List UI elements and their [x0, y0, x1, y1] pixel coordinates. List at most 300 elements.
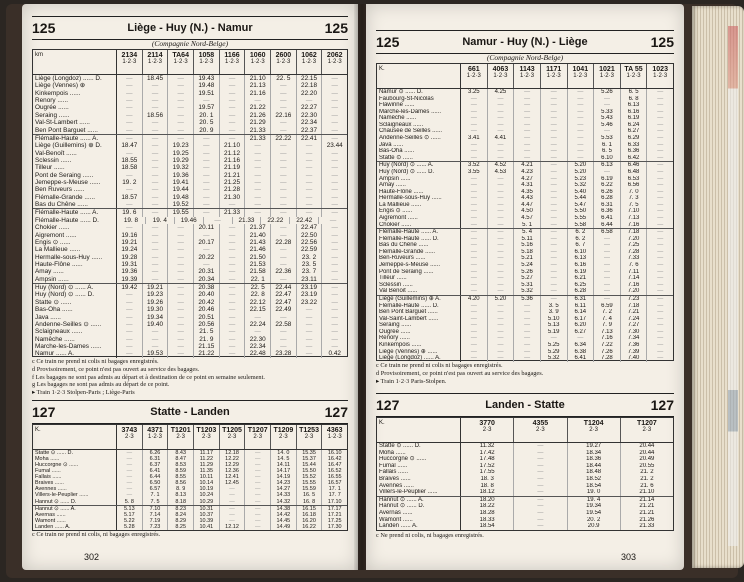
- departure-time: —: [594, 102, 621, 109]
- train-class: 1·2·3: [173, 59, 188, 66]
- departure-time: —: [657, 188, 664, 195]
- train-number: 1021: [599, 66, 615, 73]
- station-name: Hermalle-sous-Huy ......: [377, 195, 461, 202]
- departure-time: —: [461, 102, 488, 109]
- departure-time: —: [514, 329, 541, 336]
- departure-time: —: [220, 254, 246, 261]
- departure-time: 23.44: [326, 142, 343, 150]
- departure-time: 16.22: [297, 524, 323, 530]
- departure-time: —: [271, 314, 297, 321]
- departure-time: —: [271, 276, 297, 283]
- departure-time: —: [271, 224, 297, 231]
- departure-time: 22.41: [297, 135, 323, 142]
- departure-time: 19.23: [168, 142, 194, 149]
- departure-time: 22. 1: [245, 276, 271, 283]
- station-name: Huccorgne ⊙ ......: [33, 462, 117, 468]
- departure-time: 12.18: [220, 450, 246, 456]
- station-name: Hannut ⊙ ...... A.: [377, 497, 461, 504]
- departure-time: 22. 8: [245, 291, 271, 298]
- departure-time: —: [297, 157, 323, 164]
- table-row: [377, 322, 673, 329]
- departure-time: —: [297, 350, 323, 357]
- train-column-header: [594, 64, 621, 88]
- page-tabs: [728, 26, 738, 546]
- departure-time: 6.46: [621, 162, 648, 169]
- departure-time: —: [541, 176, 568, 183]
- departure-time: —: [245, 506, 271, 512]
- departure-time: —: [568, 142, 595, 149]
- train-class: 1·2·3: [653, 73, 668, 80]
- station-name: Chausée de Seilles ......: [377, 128, 461, 135]
- departure-time: —: [245, 186, 271, 193]
- timetable-127-right: [376, 417, 674, 531]
- station-name: Flémalle-Haute ...... A.: [33, 135, 117, 142]
- departure-time: 21. 6: [640, 482, 654, 489]
- departure-time: 20.46: [194, 306, 220, 313]
- departure-time: —: [514, 456, 567, 463]
- departure-time: —: [657, 221, 664, 228]
- table-row: [33, 261, 347, 268]
- departure-time: —: [657, 182, 664, 189]
- station-name: Engis ⊙ ......: [377, 208, 461, 215]
- departure-time: —: [271, 157, 297, 164]
- departure-time: —: [220, 135, 246, 142]
- station-name: Val-Saint-Lambert ......: [377, 316, 461, 323]
- departure-time: —: [514, 497, 567, 504]
- station-column-header: K.: [377, 64, 461, 88]
- departure-time: —: [271, 194, 297, 201]
- departure-time: 21.26: [245, 112, 271, 119]
- departure-time: 16.57: [327, 480, 342, 487]
- departure-time: 7.11: [621, 269, 648, 276]
- departure-time: 14.33: [271, 492, 297, 498]
- departure-time: —: [271, 336, 297, 343]
- departure-time: —: [514, 523, 567, 530]
- departure-time: 7.23: [621, 296, 648, 303]
- departure-time: 6.41: [568, 355, 595, 362]
- departure-time: 19.26: [143, 299, 169, 306]
- departure-time: —: [143, 119, 169, 126]
- departure-time: —: [245, 201, 271, 208]
- table-row: [33, 75, 347, 82]
- departure-time: —: [461, 355, 488, 362]
- departure-time: 6.19: [594, 176, 621, 183]
- company-name: (Compagnie Nord-Belge): [486, 53, 564, 62]
- station-name: Fallais ......: [33, 474, 117, 480]
- table-row: [377, 195, 673, 202]
- train-number: T1209: [273, 427, 294, 434]
- table-row: [33, 142, 347, 149]
- departure-time: 4.43: [514, 195, 541, 202]
- departure-time: 19. 6: [117, 209, 143, 216]
- train-column-header: [514, 64, 541, 88]
- table-row: [33, 283, 347, 291]
- table-title: Landen - Statte: [485, 399, 565, 411]
- departure-time: —: [461, 96, 488, 103]
- departure-time: 21.15: [194, 343, 220, 350]
- station-name: Villers-le-Peuplier ......: [377, 489, 461, 496]
- train-class: 2·3: [227, 434, 237, 441]
- station-name: Ampsin ......: [377, 176, 461, 183]
- departure-time: 18. 3: [461, 476, 514, 483]
- train-number: 3770: [479, 420, 495, 427]
- departure-time: —: [331, 224, 338, 232]
- departure-time: 7. 6: [621, 262, 648, 269]
- train-number: 1062: [301, 52, 317, 59]
- departure-time: 7.10: [621, 208, 648, 215]
- departure-time: —: [594, 242, 621, 249]
- departure-time: —: [541, 195, 568, 202]
- station-name: La Mallieue ......: [33, 246, 117, 253]
- departure-time: 7.33: [621, 255, 648, 262]
- departure-time: —: [488, 282, 515, 289]
- departure-time: —: [220, 336, 246, 343]
- departure-time: —: [168, 75, 194, 82]
- departure-time: —: [568, 102, 595, 109]
- station-name: Hannut ⊙ ...... D.: [33, 499, 117, 505]
- departure-time: 6.31: [568, 296, 595, 303]
- departure-time: —: [117, 291, 143, 298]
- departure-time: —: [657, 195, 664, 202]
- station-name: Statte ⊙ ......: [33, 299, 117, 306]
- departure-time: —: [117, 127, 143, 134]
- departure-time: —: [568, 89, 595, 96]
- departure-time: 19.42: [117, 284, 143, 291]
- departure-time: —: [331, 231, 338, 239]
- train-number: 2114: [147, 52, 163, 59]
- departure-time: —: [245, 97, 271, 104]
- departure-time: 22.36: [271, 268, 297, 275]
- departure-time: 6.34: [568, 342, 595, 349]
- table-row: [33, 343, 347, 350]
- departure-time: —: [117, 328, 143, 335]
- departure-time: 6.10: [594, 155, 621, 162]
- departure-time: —: [245, 194, 271, 201]
- table-row: [33, 328, 347, 335]
- train-class: 1·2·3: [225, 59, 240, 66]
- departure-time: 22.15: [245, 306, 271, 313]
- departure-time: —: [271, 104, 297, 111]
- train-class: 2·3: [482, 427, 492, 434]
- table-row: [33, 336, 347, 343]
- departure-time: —: [168, 268, 194, 275]
- departure-time: —: [143, 157, 169, 164]
- departure-time: —: [331, 104, 338, 112]
- table-row: [377, 476, 673, 483]
- table-row: [33, 97, 347, 104]
- station-name: Renory ......: [377, 335, 461, 342]
- departure-time: —: [461, 242, 488, 249]
- departure-time: —: [568, 96, 595, 103]
- table-row: [377, 182, 673, 189]
- departure-time: —: [514, 122, 541, 129]
- departure-time: —: [168, 82, 194, 89]
- departure-time: 22. 5: [245, 284, 271, 291]
- station-name: Amay ......: [377, 182, 461, 189]
- departure-time: —: [117, 462, 143, 468]
- station-name: Avernas ......: [377, 510, 461, 517]
- departure-time: 6.10: [568, 249, 595, 256]
- departure-time: —: [461, 329, 488, 336]
- departure-time: 5.16: [514, 242, 541, 249]
- departure-time: —: [297, 164, 323, 171]
- table-row: [377, 96, 673, 103]
- departure-time: 20.31: [194, 268, 220, 275]
- departure-time: 15.50: [297, 468, 323, 474]
- station-name: Sclaigneaux ......: [33, 328, 117, 335]
- table-127-header-right: [376, 393, 674, 417]
- departure-time: —: [461, 215, 488, 222]
- departure-time: 6.11: [568, 303, 595, 310]
- table-row: [377, 236, 673, 243]
- departure-time: —: [488, 115, 515, 122]
- departure-time: —: [541, 255, 568, 262]
- table-title: Namur - Huy (N.) - Liège: [462, 36, 588, 48]
- departure-time: 16.10: [327, 450, 342, 456]
- departure-time: 7.18: [621, 229, 648, 236]
- departure-time: —: [220, 104, 246, 111]
- departure-time: 5.22: [117, 518, 143, 524]
- departure-time: —: [657, 208, 664, 215]
- departure-time: 21.30: [220, 194, 246, 201]
- departure-time: 6.27: [621, 128, 648, 135]
- departure-time: 21.12: [220, 150, 246, 157]
- train-class: 2·3: [176, 434, 186, 441]
- train-column-header: [568, 418, 621, 442]
- departure-time: —: [220, 492, 246, 498]
- departure-time: —: [331, 313, 338, 321]
- departure-time: 5.24: [514, 262, 541, 269]
- departure-time: —: [461, 122, 488, 129]
- departure-time: —: [117, 299, 143, 306]
- departure-time: 17.17: [327, 505, 342, 512]
- departure-time: 23. 2: [297, 254, 323, 261]
- departure-time: 8.56: [168, 480, 194, 486]
- station-name: Renory ......: [33, 97, 117, 104]
- table-125-header-left: [32, 16, 348, 40]
- departure-time: 21.33: [639, 523, 655, 530]
- departure-time: —: [657, 148, 664, 155]
- departure-time: 19.43: [194, 75, 220, 82]
- departure-time: 21.46: [245, 246, 271, 253]
- departure-time: 6.28: [568, 288, 595, 295]
- station-name: Huy (Nord) ⊙ ...... D.: [33, 291, 117, 298]
- departure-time: 15.44: [297, 462, 323, 468]
- departure-time: —: [143, 276, 169, 283]
- departure-time: —: [194, 194, 220, 201]
- departure-time: —: [514, 142, 541, 149]
- departure-time: —: [461, 109, 488, 116]
- departure-time: 22.27: [297, 104, 323, 111]
- departure-time: 4.23: [514, 169, 541, 176]
- departure-time: —: [488, 182, 515, 189]
- departure-time: —: [117, 314, 143, 321]
- departure-time: 8.43: [168, 450, 194, 456]
- departure-time: —: [297, 97, 323, 104]
- departure-time: —: [143, 104, 169, 111]
- departure-time: 14.11: [271, 462, 297, 468]
- departure-time: 6.16: [621, 109, 648, 116]
- timetable-rows: [33, 75, 347, 358]
- departure-time: —: [168, 284, 194, 291]
- departure-time: —: [271, 142, 297, 149]
- departure-time: —: [514, 128, 541, 135]
- departure-time: —: [594, 96, 621, 103]
- departure-time: —: [488, 303, 515, 310]
- departure-time: —: [220, 246, 246, 253]
- timetable-125-left: [32, 49, 348, 357]
- departure-time: —: [657, 309, 664, 316]
- departure-time: —: [271, 97, 297, 104]
- departure-time: 5.26: [594, 89, 621, 96]
- train-number: 1060: [249, 52, 266, 59]
- train-number: 1023: [652, 66, 668, 73]
- table-row: [33, 112, 347, 119]
- departure-time: —: [594, 249, 621, 256]
- page-number: 302: [84, 552, 100, 562]
- departure-time: 8.18: [168, 499, 194, 505]
- station-name: La Mallieue ......: [377, 202, 461, 209]
- table-row: [377, 288, 673, 295]
- table-row: [377, 155, 673, 162]
- table-row: [33, 299, 347, 306]
- departure-time: 4.47: [514, 202, 541, 209]
- departure-time: —: [461, 189, 488, 196]
- departure-time: —: [220, 284, 246, 291]
- departure-time: 6.22: [594, 182, 621, 189]
- departure-time: —: [331, 306, 338, 314]
- departure-time: 19.21: [117, 239, 143, 246]
- departure-time: —: [117, 480, 143, 486]
- departure-time: 22.30: [245, 336, 271, 343]
- departure-time: 8. 9: [168, 486, 194, 492]
- departure-time: —: [271, 164, 297, 171]
- departure-time: —: [568, 155, 595, 162]
- departure-time: 5.20: [568, 162, 595, 169]
- train-column-header: [194, 425, 220, 449]
- departure-time: 21.22: [245, 104, 271, 111]
- departure-time: —: [245, 486, 271, 492]
- departure-time: 22.58: [271, 321, 297, 328]
- train-class: 1·2·3: [148, 59, 163, 66]
- station-name: Huy (Nord) ⊙ ...... D.: [377, 169, 461, 176]
- departure-time: 5.33: [594, 109, 621, 116]
- train-column-header: [297, 425, 323, 449]
- departure-time: 12.29: [220, 462, 246, 468]
- departure-time: 21.10: [245, 75, 271, 82]
- page-number: 303: [620, 552, 636, 562]
- train-number: T1205: [222, 427, 242, 434]
- station-name: Java ......: [33, 314, 117, 321]
- train-column-header: [647, 64, 673, 88]
- station-name: Ougrée ......: [377, 329, 461, 336]
- departure-time: —: [568, 148, 595, 155]
- departure-time: 6.53: [621, 176, 648, 183]
- departure-time: 21.29: [245, 119, 271, 126]
- departure-time: —: [461, 269, 488, 276]
- departure-time: —: [194, 142, 220, 149]
- departure-time: —: [514, 342, 541, 349]
- table-row: [377, 349, 673, 356]
- departure-time: —: [220, 499, 246, 505]
- footnote: ▸ Train 1·2·3 Paris-Stolpen.: [376, 377, 447, 385]
- station-name: Jemeppe-s-Meuse ......: [33, 179, 117, 186]
- departure-time: —: [461, 222, 488, 229]
- departure-time: 20.11: [194, 224, 220, 231]
- departure-time: 21.16: [220, 157, 246, 164]
- departure-time: —: [117, 90, 143, 97]
- departure-time: 23.28: [271, 350, 297, 357]
- departure-time: —: [117, 321, 143, 328]
- departure-time: 3.55: [461, 169, 488, 176]
- departure-time: 5.10: [541, 316, 568, 323]
- departure-time: 16.52: [327, 468, 342, 475]
- departure-time: 19.36: [117, 268, 143, 275]
- train-class: 2·3: [125, 434, 134, 441]
- departure-time: 18.45: [143, 75, 169, 82]
- departure-time: 22.22: [261, 217, 290, 224]
- departure-time: 16.47: [327, 462, 342, 469]
- departure-time: 4.25: [488, 89, 515, 96]
- departure-time: 5.11: [514, 236, 541, 243]
- departure-time: 18.48: [568, 469, 621, 476]
- departure-time: —: [331, 171, 338, 179]
- departure-time: —: [220, 90, 246, 97]
- departure-time: 17.25: [327, 517, 342, 524]
- departure-time: 18.33: [461, 517, 514, 524]
- departure-time: 6.56: [621, 182, 648, 189]
- departure-time: —: [331, 335, 338, 343]
- departure-time: —: [271, 127, 297, 134]
- timetable-127-left: [32, 424, 348, 531]
- departure-time: —: [220, 119, 246, 126]
- departure-time: 4.27: [514, 176, 541, 183]
- departure-time: 6.14: [568, 309, 595, 316]
- departure-time: —: [657, 89, 664, 95]
- departure-time: —: [461, 236, 488, 243]
- departure-time: —: [245, 142, 271, 149]
- departure-time: 6.41: [594, 215, 621, 222]
- departure-time: 10.14: [194, 480, 220, 486]
- departure-time: 22.34: [297, 119, 323, 126]
- departure-time: 17. 7: [328, 492, 341, 499]
- departure-time: —: [220, 306, 246, 313]
- departure-time: —: [541, 208, 568, 215]
- departure-time: 18. 8: [461, 483, 514, 490]
- station-name: Landen ...... A.: [377, 523, 461, 530]
- station-name: Statte ⊙ ...... D.: [33, 450, 117, 456]
- train-column-header: [245, 425, 271, 449]
- departure-time: 22.28: [271, 239, 297, 246]
- departure-time: 12.22: [220, 456, 246, 462]
- table-row: [377, 128, 673, 135]
- departure-time: —: [245, 524, 271, 530]
- departure-time: —: [541, 229, 568, 236]
- departure-time: 4.31: [514, 182, 541, 189]
- departure-time: 22.56: [297, 239, 323, 246]
- train-class: 1·2·3: [327, 434, 342, 441]
- departure-time: 21.28: [220, 186, 246, 193]
- departure-time: 5.53: [594, 135, 621, 142]
- departure-time: —: [488, 109, 515, 116]
- departure-time: 20. 1: [194, 112, 220, 119]
- departure-time: 14.49: [271, 524, 297, 530]
- table-row: [377, 456, 673, 463]
- departure-time: 7.19: [143, 518, 169, 524]
- table-row: [33, 224, 347, 231]
- departure-time: 19. 4: [146, 217, 175, 224]
- station-name: Ampsin ......: [33, 276, 117, 283]
